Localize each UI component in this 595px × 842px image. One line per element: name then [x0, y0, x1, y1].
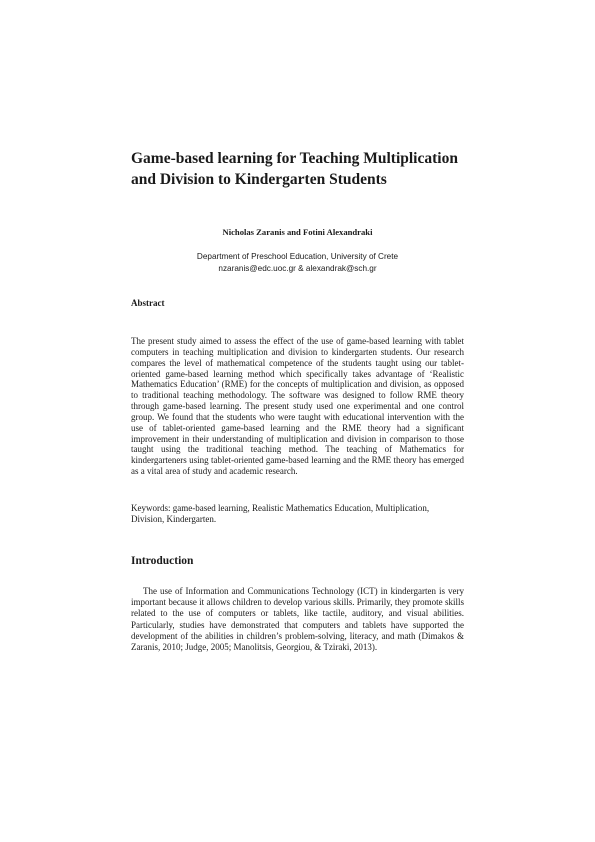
author-names: Nicholas Zaranis and Fotini Alexandraki: [222, 227, 373, 237]
introduction-heading: Introduction: [131, 555, 194, 567]
keywords: Keywords: game-based learning, Realistic Mathematics Education, Multiplication, Division, Kindergarten.: [131, 503, 430, 524]
abstract-heading: Abstract: [131, 298, 165, 308]
abstract-text: The present study aimed to assess the effect of the use of game-based learning with tablet computers in teaching multiplication and division to kindergarten students. Our research compares the level of mathematical competence of the students taught using our tablet-oriented game-based learning method which specifically takes advantage of ‘Realistic Mathematics Education’ (RME) for the concepts of multiplication and division, as opposed to traditional teaching methodology. The software was designed to follow RME theory through game-based learning. The present study used one experimental and one control group. We found that the students who were taught with educational intervention with the use of tablet-oriented game-based learning and the RME theory had a significant improvement in their understanding of multiplication and division in comparison to those taught using the traditional teaching method. The teaching of Mathematics for kindergarteners using tablet-oriented game-based learning and the RME theory has emerged as a vital area of study and academic research.: [131, 336, 464, 477]
author-emails: nzaranis@edc.uoc.gr & alexandrak@sch.gr: [218, 264, 377, 273]
affiliation: Department of Preschool Education, University of Crete: [196, 252, 399, 261]
author-affiliation-block: [131, 251, 464, 275]
introduction-text: The use of Information and Communications Technology (ICT) in kindergarten is very important because it allows children to develop various skills. Primarily, they promote skills related to the use of computers or tablets, like tactile, auditory, and visual abilities. Particularly, studies have demonstrated that computers and tablets have supported the development of the abilities in children’s problem-solving, literacy, and math (Dimakos & Zaranis, 2010; Judge, 2005; Manolitsis, Georgiou, & Tziraki, 2013).: [131, 586, 464, 653]
paper-title: Game-based learning for Teaching Multiplication and Division to Kindergarten Students: [131, 150, 458, 188]
